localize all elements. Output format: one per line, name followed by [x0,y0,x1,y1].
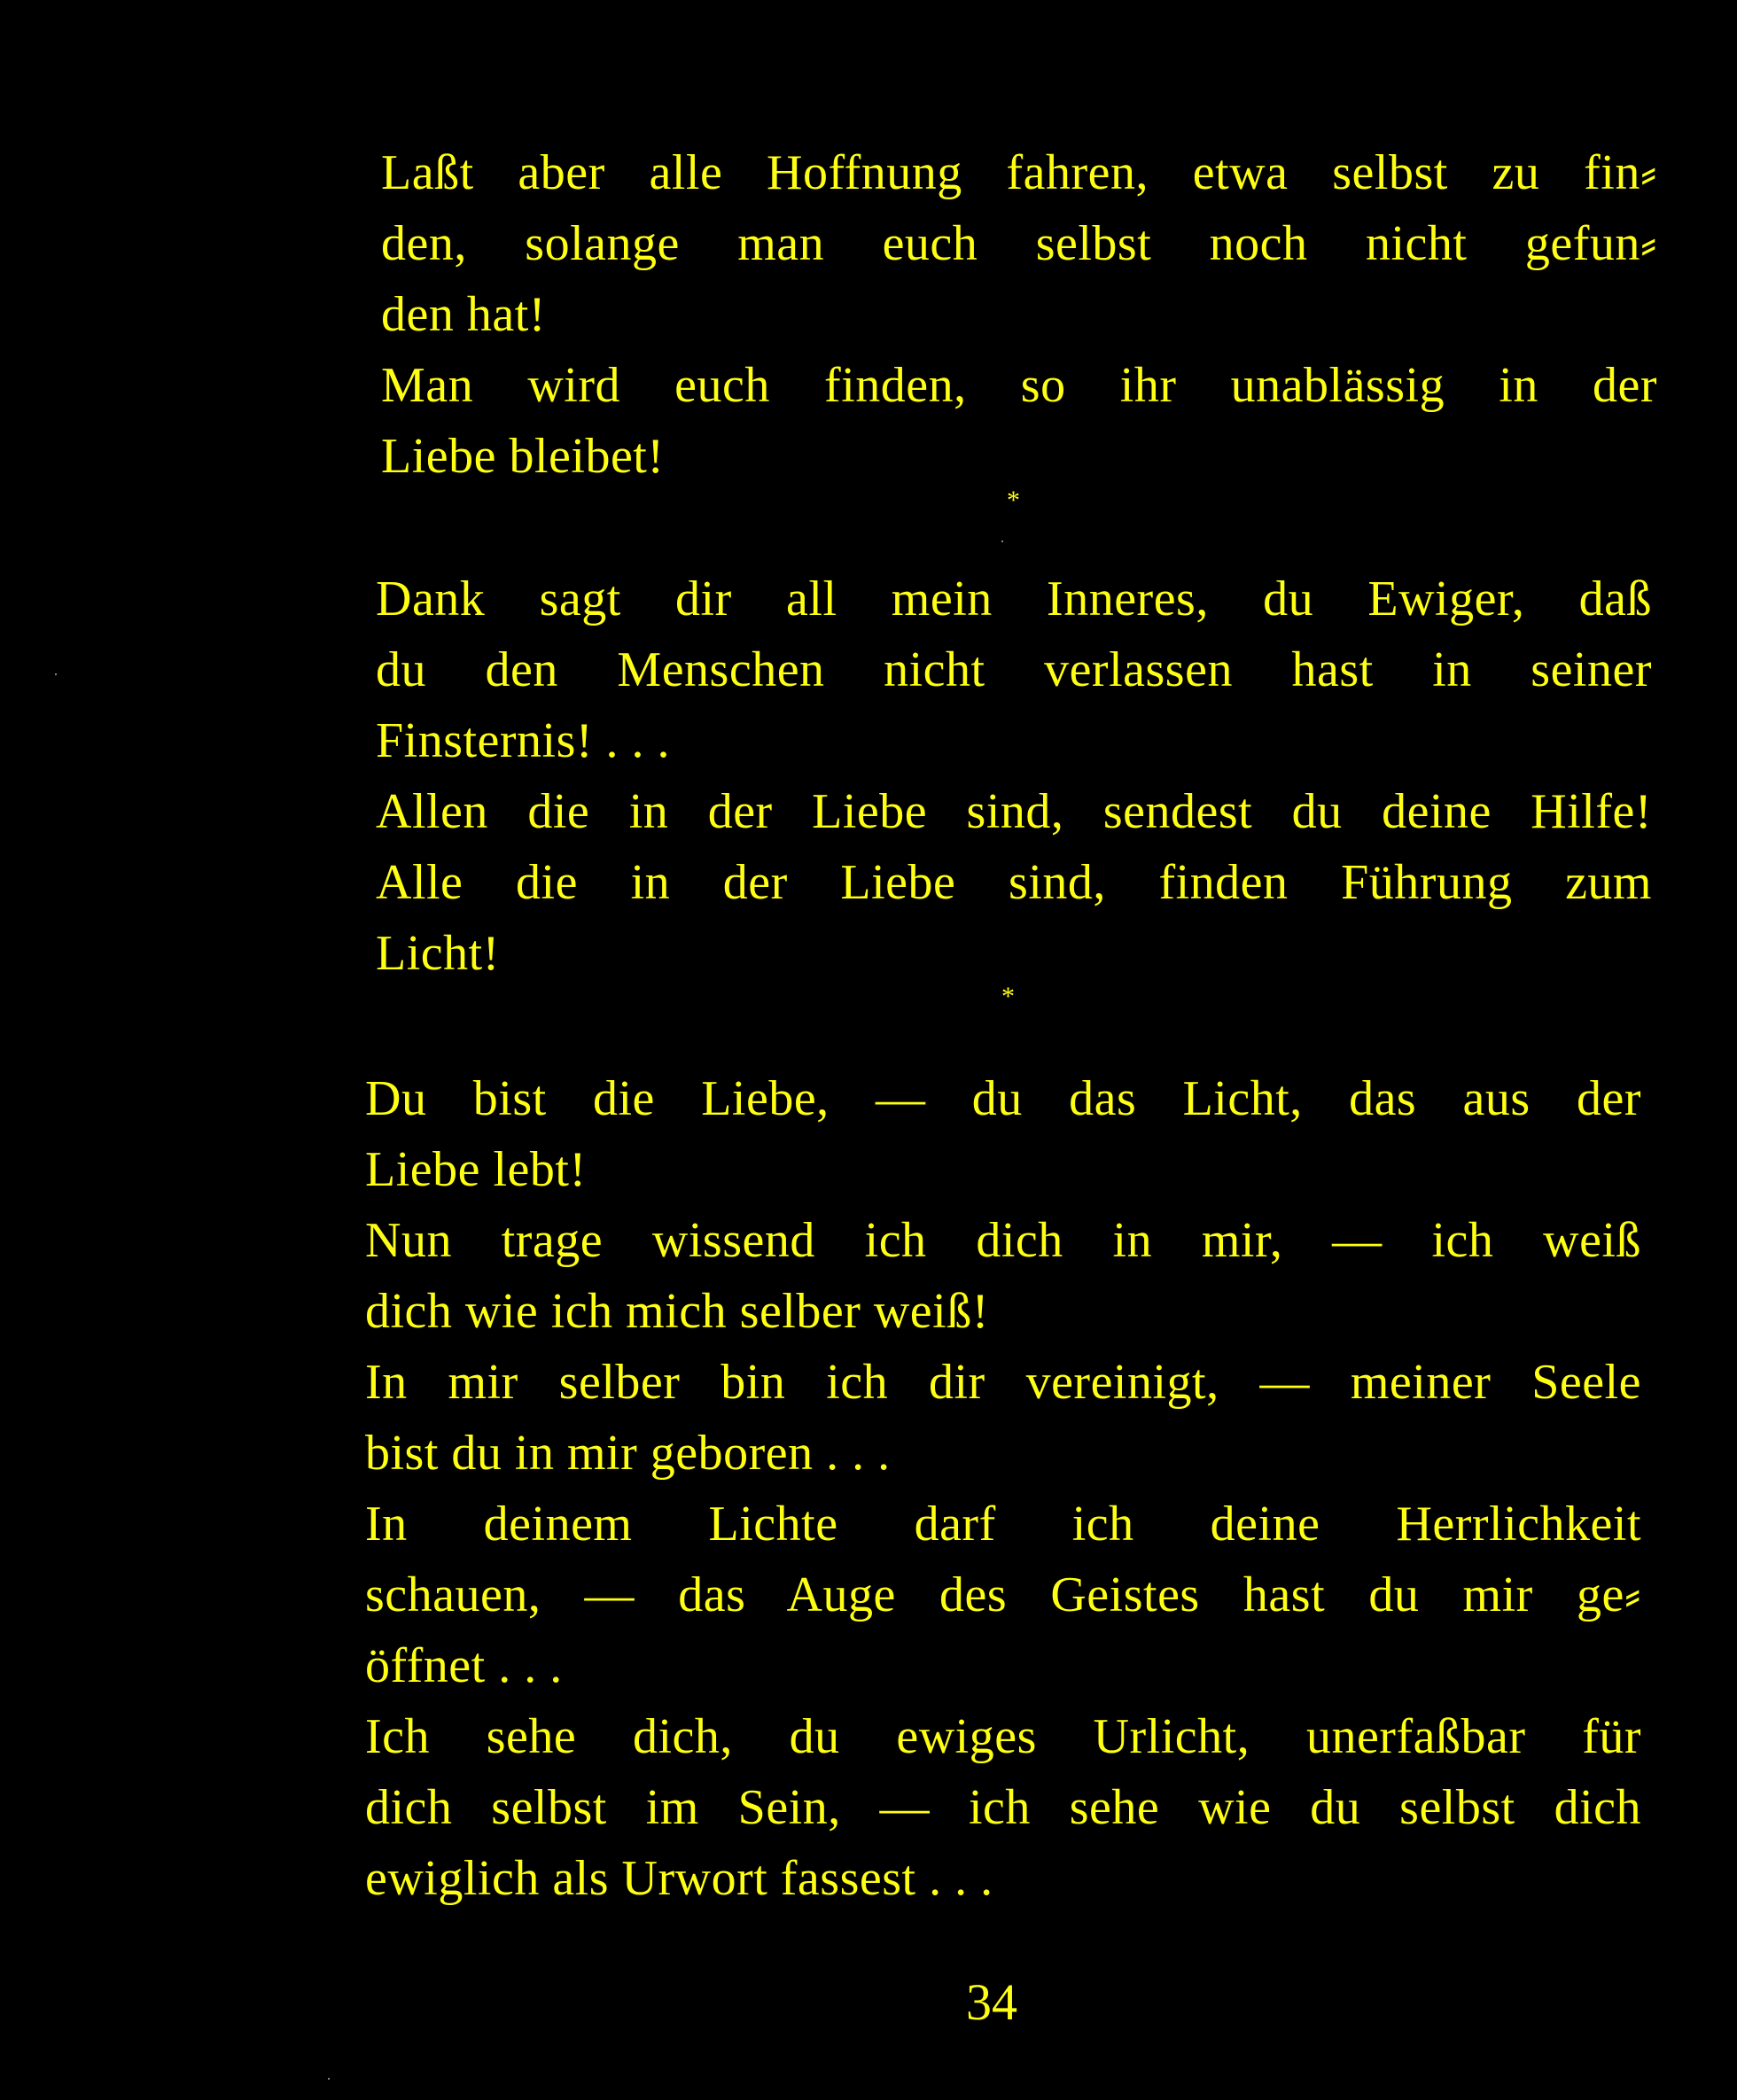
text-line: Du bist die Liebe, — du das Licht, das aus der [365,1071,1641,1126]
text-line: Licht! [376,926,500,981]
paragraph-2 [376,564,1652,989]
scan-speck [328,2078,330,2080]
text-line: Allen die in der Liebe sind, sendest du deine Hilfe! [376,784,1652,839]
text-line: du den Menschen nicht verlassen hast in seiner [376,642,1652,697]
section-separator-star: * [1007,486,1020,515]
text-line: Finsternis! . . . [376,713,671,768]
text-line: ewiglich als Urwort fassest . . . [365,1851,993,1906]
page-number: 34 [966,1973,1017,2031]
text-line: dich selbst im Sein, — ich sehe wie du selbst dich [365,1780,1641,1835]
text-line: Man wird euch finden, so ihr unablässig in der [381,358,1657,413]
text-line: schauen, — das Auge des Geistes hast du mir ge⸗ [365,1567,1641,1622]
text-line: In deinem Lichte darf ich deine Herrlichkeit [365,1497,1641,1552]
paragraph-3 [365,1063,1641,1914]
text-line: In mir selber bin ich dir vereinigt, — meiner Seele [365,1355,1641,1410]
text-line: Alle die in der Liebe sind, finden Führung zum [376,855,1652,910]
text-line: Liebe lebt! [365,1142,587,1197]
section-separator-star: * [1001,982,1015,1011]
text-line: bist du in mir geboren . . . [365,1426,891,1481]
text-line: den, solange man euch selbst noch nicht gefun⸗ [381,216,1657,271]
text-line: Liebe bleibet! [381,429,665,484]
text-line: öffnet . . . [365,1638,563,1693]
text-line: Dank sagt dir all mein Inneres, du Ewiger, daß [376,572,1652,626]
text-line: Nun trage wissend ich dich in mir, — ich weiß [365,1213,1641,1268]
scan-speck [55,673,57,675]
paragraph-1 [381,137,1657,492]
scan-speck [1001,541,1003,542]
text-line: Ich sehe dich, du ewiges Urlicht, unerfaßbar für [365,1709,1641,1764]
text-line: den hat! [381,287,546,342]
text-line: Laßt aber alle Hoffnung fahren, etwa selbst zu fin⸗ [381,145,1657,200]
text-line: dich wie ich mich selber weiß! [365,1284,989,1339]
